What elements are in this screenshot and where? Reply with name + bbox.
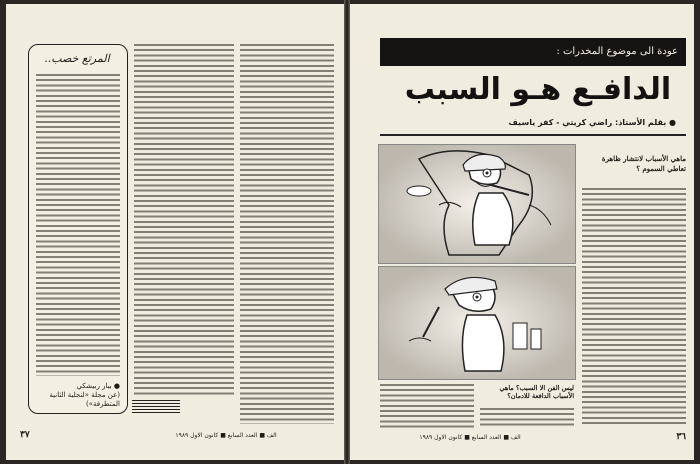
right-page: [350, 4, 694, 460]
right-page-number: ٣٦: [676, 432, 686, 442]
right-text-column-bottom-b: [380, 384, 474, 428]
article-title: الدافـع هـو السبب: [404, 72, 672, 107]
left-page-footer: الف ■ العدد السابع ■ كانون الاول ١٩٨٩: [175, 432, 277, 439]
left-text-column-3: [240, 44, 334, 424]
boxed-column-text: [36, 74, 120, 376]
left-page: [6, 4, 344, 460]
right-text-column-bottom-a: [480, 408, 574, 428]
column-author: ● بيار ربيشكي (عن مجلة «لنجلية الثانية المتطرفة»): [49, 382, 120, 408]
right-text-column-main: [582, 188, 686, 424]
cartoon-figure-drinking-icon: [379, 267, 575, 379]
column-title: المرتع خصب..: [44, 52, 110, 65]
article-byline: ● بقلم الأستاذ: راضي كريتي - كفر ياسيف: [508, 118, 676, 127]
image-caption: ليس الفن الا السبب؟ ماهي الأسباب الدافعة للادمان؟: [499, 384, 574, 400]
left-text-column-2: [134, 44, 234, 396]
lead-question: ماهي الأسباب لانتشار ظاهرة تعاطي السموم ؟: [601, 154, 686, 173]
cartoon-illustration-top: [378, 144, 576, 264]
left-page-number: ٣٧: [20, 430, 30, 440]
section-header: عودة الى موضوع المخدرات :: [380, 38, 686, 66]
hatched-block: [132, 400, 180, 414]
right-page-footer: الف ■ العدد السابع ■ كانون الاول ١٩٨٩: [419, 434, 521, 441]
cartoon-figure-smoking-icon: [379, 145, 575, 263]
cartoon-illustration-bottom: [378, 266, 576, 380]
byline-rule: [380, 134, 686, 136]
